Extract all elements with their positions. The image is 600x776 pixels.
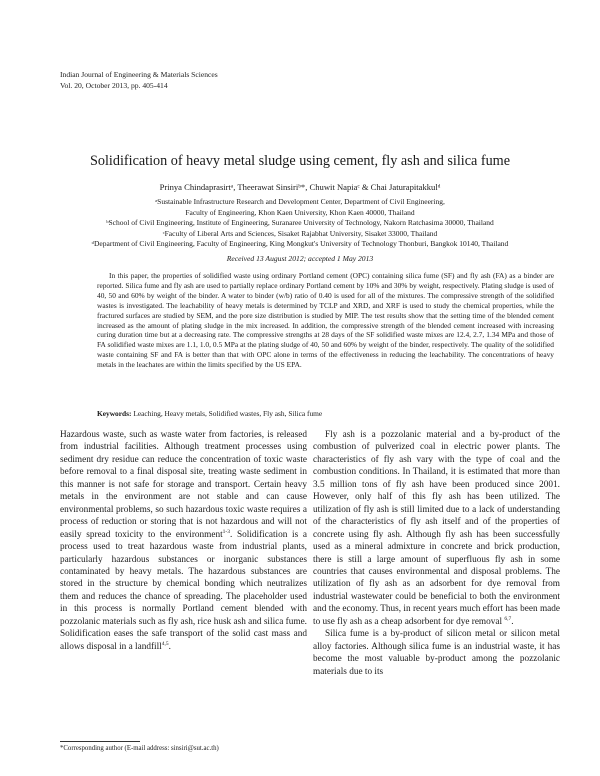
keywords-label: Keywords: bbox=[97, 409, 132, 418]
affiliation-a-line2: Faculty of Engineering, Khon Kaen University, Khon Kaen 40000, Thailand bbox=[185, 207, 415, 217]
keywords bbox=[97, 409, 322, 418]
paper-title: Solidification of heavy metal sludge using cement, fly ash and silica fume bbox=[90, 153, 510, 169]
paragraph-text: . Solidification is a process used to treat hazardous waste from industrial plants, particularly hazardous substances or inorganic substances contaminated by heavy metals. The hazardous substances are stored in the structure by chemical bonding which neutralizes them and reduces the chance of spreading. The placeholder used in this process is normally Portland cement blended with pozzolanic materials such as fly ash, rice husk ash and silica fume. Solidification eases the safe transport of the solid cast mass and allows disposal in a landfill bbox=[60, 529, 307, 652]
body-column-right bbox=[313, 429, 560, 678]
corresponding-author-footnote: *Corresponding author (E-mail address: sinsiri@sut.ac.th) bbox=[60, 745, 219, 752]
body-paragraph bbox=[60, 429, 307, 653]
abstract: In this paper, the properties of solidified waste using ordinary Portland cement (OPC) containing silica fume (SF) and fly ash (FA) as a binder are reported. Silica fume and fly ash are used to partially replace ordinary Portland cement by 10% and 30% by weight, respectively. Plating sludge is used of 40, 50 and 60% by weight of the binder. A water to binder (w/b) ratio of 0.40 is used for all of the mixtures. The compressive strength of the solidified wastes is investigated. The leachability of heavy metals is determined by TCLP and XRD, and XRF is used to study the chemical properties, while the fractured surfaces are studied by SEM, and the pore size distribution is studied by MIP. The test results show that the setting time of the blended cement increased as the amount of plating sludge in the mix increased. In addition, the compressive strength of the blended cement increased with increasing curing duration time but at a decreasing rate. The compressive strengths at 28 days of the SF solidified waste mixes are 12.4, 2.7, 1.34 MPa and those of FA solidified waste mixes are 1.1, 1.0, 0.5 MPa at the plating sludge of 40, 50 and 60% by weight of the binder, respectively. The quality of the solidified waste containing SF and FA is better than that with OPC alone in terms of the effectiveness in reducing the leachability. The concentrations of heavy metals in the leachates are within the limits specified by the US EPA. bbox=[97, 271, 554, 370]
journal-name: Indian Journal of Engineering & Materials Sciences bbox=[60, 70, 218, 79]
affiliation-d: ᵈDepartment of Civil Engineering, Faculty of Engineering, King Mongkut's University of Technology Thonburi, Bangkok 10140, Thailand bbox=[91, 239, 509, 248]
affiliation-c: ᶜFaculty of Liberal Arts and Sciences, Sisaket Rajabhat University, Sisaket 33000, Thailand bbox=[162, 228, 438, 238]
affiliation-b: ᵇSchool of Civil Engineering, Institute of Engineering, Suranaree University of Technology, Nakorn Ratchasima 30000, Thailand bbox=[106, 218, 494, 227]
paragraph-text: Hazardous waste, such as waste water from factories, is released from industrial facilities. Although treatment processes using sediment dry residue can reduce the concentration of toxic waste before removal to a final disposal site, treating waste sediment in this manner is not safe for storage and transport. Certain heavy metals in the environment are not stable and can cause environmental problems, so such hazardous toxic waste requires a process of reduction or storing that is not hazardous and will not easily spread toxicity to the environment bbox=[60, 430, 307, 540]
body-paragraph: Silica fume is a by-product of silicon metal or silicon metal alloy factories. Although silica fume is an industrial waste, it has become the most valuable by-product among the pozzolanic materials due to its bbox=[313, 629, 560, 677]
received-accepted-dates: Received 13 August 2012; accepted 1 May 2013 bbox=[226, 254, 374, 263]
footnote-divider bbox=[60, 741, 140, 742]
body-column-left bbox=[60, 429, 307, 653]
journal-header bbox=[60, 69, 218, 91]
paragraph-end: . bbox=[511, 616, 514, 627]
keywords-text: Leaching, Heavy metals, Solidified wastes, Fly ash, Silica fume bbox=[131, 409, 323, 418]
reference-superscript: 4,5 bbox=[161, 640, 169, 647]
paragraph-end: . bbox=[168, 641, 171, 652]
author-list: Prinya Chindaprasirtᵃ, Theerawat Sinsiriᵇ*, Chuwit Napiaᶜ & Chai Jaturapitakkulᵈ bbox=[159, 182, 441, 192]
affiliation-a-line1: ᵃSustainable Infrastructure Research and Development Center, Department of Civil Engineering, bbox=[155, 197, 445, 206]
reference-superscript: 6,7 bbox=[504, 615, 512, 622]
reference-superscript: 1-3 bbox=[222, 528, 230, 535]
body-paragraph bbox=[313, 429, 560, 628]
paragraph-text: Fly ash is a pozzolanic material and a by-product of the combustion of pulverized coal in electric power plants. The characteristics of fly ash vary with the type of coal and the combustion conditions. In Thailand, it is estimated that more than 3.5 million tons of fly ash have been produced since 2001. However, only half of this fly ash has been utilized. The utilization of fly ash is still limited due to a lack of understanding of the characteristics of fly ash itself and of the properties of concrete using fly ash. Although fly ash has been successfully used as a mineral admixture in concrete and brick production, there is still a large amount of superfluous fly ash in some countries that causes environmental and disposal problems. The utilization of fly ash as an adsorbent for dye removal from industrial wastewater could be beneficial to both the environment and the economy. Thus, in recent years much effort has been made to use fly ash as a cheap adsorbent for dye removal bbox=[313, 430, 560, 627]
journal-volume: Vol. 20, October 2013, pp. 405-414 bbox=[60, 81, 168, 90]
